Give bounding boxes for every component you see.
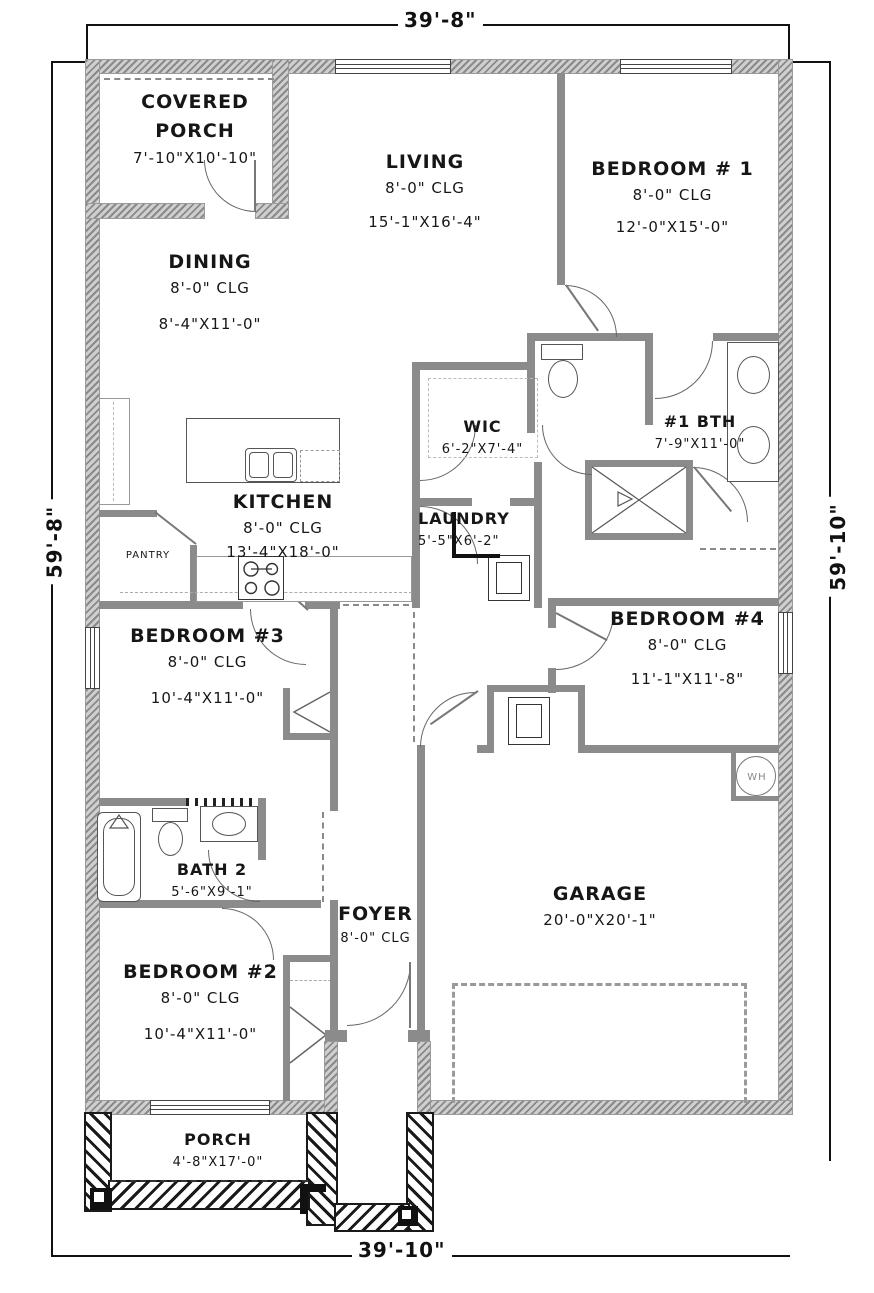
- column-footing-center: [402, 1210, 411, 1219]
- bath1-sink: [737, 356, 770, 394]
- bathtub-inner: [103, 818, 135, 896]
- bedroom4-window: [778, 612, 793, 674]
- room-ceiling: 8'-0" CLG: [170, 279, 250, 298]
- hall-opening-dashed: [413, 612, 415, 742]
- wall-bedroom3-closet: [283, 733, 338, 740]
- porch-dashed-line: [110, 1180, 308, 1182]
- wall-foyer-garage: [417, 753, 425, 1042]
- furnace-inner: [516, 704, 542, 738]
- room-size: 7'-9"X11'-0": [654, 436, 746, 452]
- dimension-bottom-value: 39'-10": [352, 1238, 452, 1262]
- counter-dashed-line: [113, 402, 114, 501]
- exterior-wall-left: [86, 60, 99, 1114]
- porch-corner-mark: [300, 1184, 308, 1214]
- wall-bath2-tile-edge: [186, 798, 266, 806]
- dimension-extension: [788, 24, 790, 62]
- kitchen-hall-opening-dashed: [343, 604, 409, 606]
- water-heater-label: WH: [747, 772, 767, 783]
- room-name: #1 BTH: [663, 412, 737, 431]
- dimension-left-value: 59'-8": [42, 500, 66, 585]
- dimension-extension: [86, 24, 88, 62]
- kitchen-sink-basin: [273, 452, 293, 478]
- room-label-porch: [148, 1128, 288, 1173]
- room-size: 10'-4"X11'-0": [150, 688, 265, 707]
- room-name: GARAGE: [552, 883, 648, 905]
- wall-mech-niche: [487, 685, 585, 692]
- wall-linen-closet: [686, 460, 693, 540]
- room-label-foyer: [318, 900, 433, 950]
- room-label-bath1: [640, 410, 760, 455]
- room-name: BEDROOM #4: [610, 608, 765, 630]
- wall-garage-top: [578, 745, 779, 753]
- corridor-opening-dashed: [322, 812, 324, 902]
- room-label-living: [340, 148, 510, 234]
- wall-pantry: [99, 510, 157, 517]
- wall-bedroom1-bath: [713, 333, 779, 341]
- wall-linen-closet: [585, 460, 693, 467]
- kitchen-sink-basin: [249, 452, 269, 478]
- garage-door-dashed: [452, 983, 747, 1103]
- room-label-dining: [125, 248, 295, 336]
- room-ceiling: 8'-0" CLG: [632, 186, 713, 205]
- bedroom2-door-arc: [222, 908, 274, 960]
- dimension-line-right: [829, 61, 831, 1161]
- room-size: 15'-1"X16'-4": [368, 212, 482, 231]
- room-ceiling: 8'-0" CLG: [385, 179, 465, 198]
- room-name: FOYER: [338, 903, 413, 925]
- bath1-closet-shelf-dashed: [700, 548, 776, 550]
- room-name: LAUNDRY: [418, 509, 510, 528]
- porch-edge-hatch: [110, 1182, 308, 1208]
- room-name: WIC: [463, 417, 502, 436]
- toilet-room-door-arc: [542, 425, 592, 475]
- room-label-garage: [510, 880, 690, 933]
- wall-laundry-top: [412, 498, 472, 506]
- bedroom3-window: [85, 627, 100, 689]
- toilet-tank: [541, 344, 583, 360]
- room-ceiling: 8'-0" CLG: [167, 653, 248, 672]
- room-size: 20'-0"X20'-1": [543, 911, 657, 930]
- porch-roof-line: [104, 78, 274, 80]
- front-door-arc: [347, 962, 411, 1026]
- porch-pier-right: [308, 1114, 336, 1224]
- room-label-kitchen: [198, 488, 368, 564]
- wall-wic-left: [412, 362, 420, 608]
- room-ceiling: 8'-0" CLG: [340, 931, 411, 947]
- room-size: 5'-5"X6'-2": [418, 533, 500, 549]
- bath2-toilet-bowl: [158, 822, 183, 856]
- exterior-wall-right: [779, 60, 792, 1114]
- bath2-sink: [212, 812, 246, 836]
- dimension-extension: [51, 61, 86, 63]
- room-size: 13'-4"X18'-0": [226, 542, 340, 561]
- wall-mech-niche: [578, 685, 585, 753]
- wall-wic-top: [412, 362, 535, 370]
- room-label-bedroom2: [108, 958, 293, 1046]
- room-size: 11'-1"X11'-8": [630, 669, 745, 688]
- wall-living-bedroom1: [557, 73, 565, 285]
- dimension-line-left: [51, 61, 53, 1257]
- room-label-pantry: [118, 548, 178, 564]
- wall-linen-closet: [585, 533, 693, 540]
- room-name: LIVING: [385, 151, 465, 173]
- wall-bedroom2-top: [271, 900, 321, 908]
- attic-access-marker: [618, 492, 634, 506]
- room-size: 7'-10"X10'-10": [133, 148, 257, 167]
- shower-head-marker: [110, 815, 128, 829]
- bedroom2-closet-bifold-door: [290, 1005, 330, 1065]
- porch-bottom-wall: [256, 204, 288, 218]
- front-door-leaf: [409, 962, 411, 1028]
- dimension-extension: [792, 61, 831, 63]
- attic-access-box: [592, 467, 686, 533]
- pantry-door-leaf: [154, 511, 196, 545]
- room-size: 4'-8"X17'-0": [172, 1154, 264, 1170]
- bedroom2-window: [150, 1100, 270, 1115]
- room-label-bath2: [152, 858, 272, 903]
- room-name: BEDROOM #3: [130, 625, 285, 647]
- room-size: 12'-0"X15'-0": [615, 217, 730, 236]
- room-label-bedroom3: [115, 622, 300, 710]
- room-name: BEDROOM #2: [123, 961, 278, 983]
- washer-door: [496, 562, 522, 594]
- room-size: 8'-4"X11'-0": [158, 314, 262, 333]
- room-label-bedroom1: [585, 155, 760, 239]
- room-size: 6'-2"X7'-4": [441, 441, 524, 457]
- bath2-toilet-tank: [152, 808, 188, 822]
- room-name: COVERED PORCH: [141, 91, 249, 143]
- dimension-top-value: 39'-8": [398, 8, 483, 32]
- room-size: 5'-6"X9'-1": [171, 884, 253, 900]
- wall-front-entry: [325, 1030, 347, 1042]
- room-ceiling: 8'-0" CLG: [647, 636, 728, 655]
- room-label-covered-porch: [110, 88, 280, 170]
- wall-laundry-right: [534, 462, 542, 608]
- room-ceiling: 8'-0" CLG: [160, 989, 241, 1008]
- bedroom1-window: [620, 59, 732, 74]
- room-name: BEDROOM # 1: [591, 158, 754, 180]
- wall-water-heater: [731, 796, 779, 801]
- room-ceiling: 8'-0" CLG: [243, 519, 323, 538]
- porch-bottom-wall: [86, 204, 204, 218]
- room-name: BATH 2: [176, 860, 248, 879]
- wall-mech-niche: [487, 685, 494, 753]
- room-label-laundry: [418, 507, 518, 552]
- wall-kitchen-south: [99, 601, 243, 609]
- bath1-entry-door-arc: [655, 341, 713, 399]
- laundry-counter-edge: [452, 554, 500, 558]
- room-label-wic: [425, 415, 540, 460]
- room-label-bedroom4: [595, 605, 780, 691]
- dimension-right-value: 59'-10": [826, 497, 850, 597]
- room-name: KITCHEN: [232, 491, 334, 513]
- living-window: [335, 59, 451, 74]
- room-name: PANTRY: [125, 550, 171, 561]
- room-name: DINING: [168, 251, 252, 273]
- room-name: PORCH: [184, 1130, 252, 1149]
- dishwasher-dashed: [300, 450, 340, 482]
- column-footing-center: [94, 1192, 104, 1202]
- garage-entry-door-arc: [420, 692, 475, 747]
- toilet-bowl: [548, 360, 578, 398]
- kitchen-counter-left: [99, 398, 130, 505]
- stove-burners: [241, 559, 281, 597]
- room-size: 10'-4"X11'-0": [143, 1024, 258, 1043]
